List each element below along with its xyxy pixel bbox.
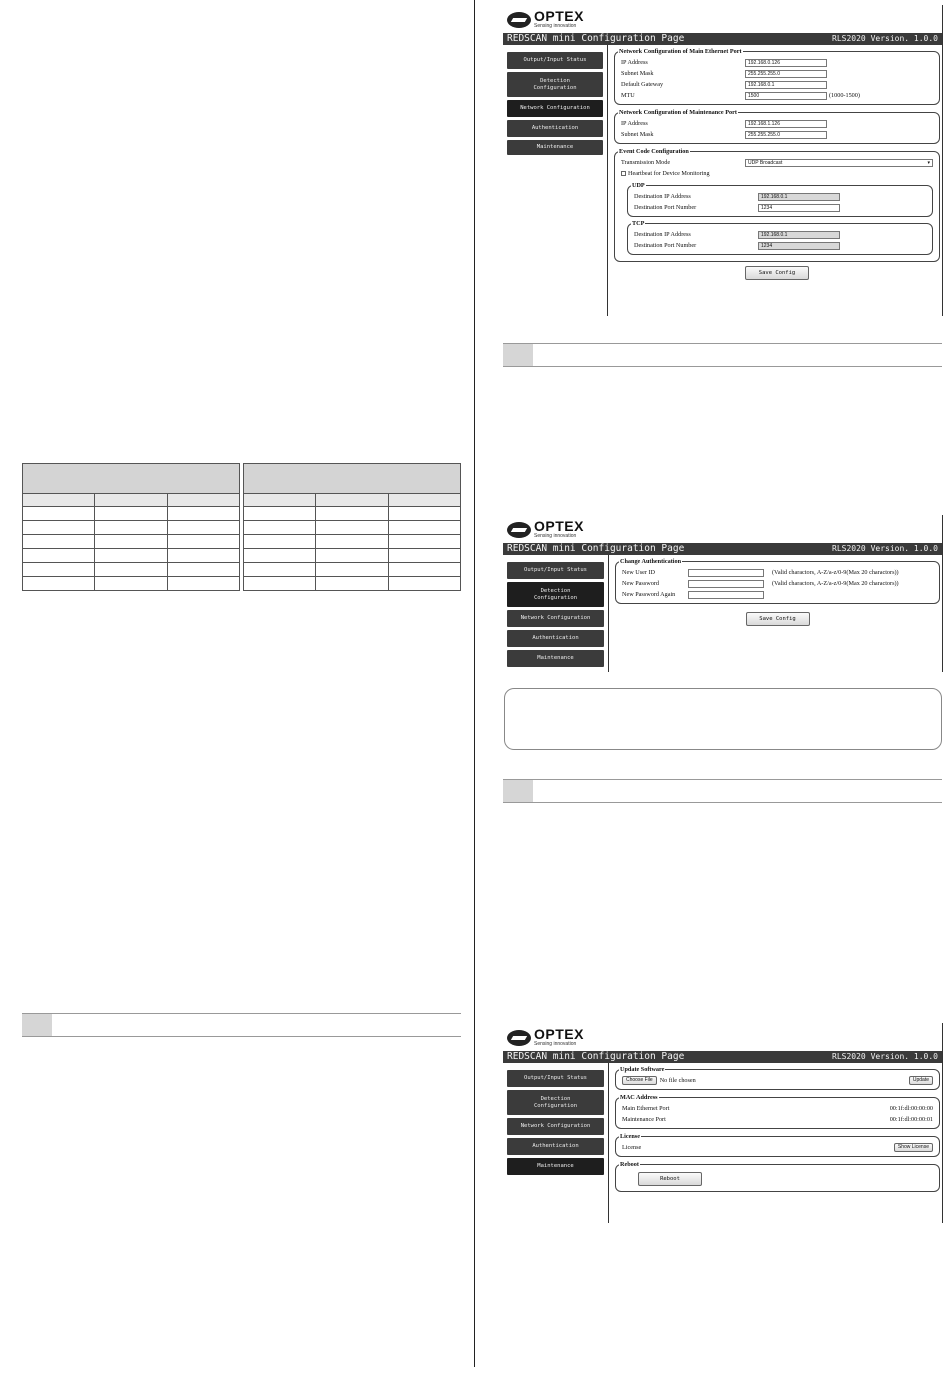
optex-logo-icon — [507, 1030, 531, 1046]
table-row — [244, 563, 461, 577]
maint-mac-value: 00:1f:dl:00:00:01 — [889, 1116, 933, 1123]
main-mask-input[interactable]: 255.255.255.0 — [745, 70, 827, 78]
nav-maintenance[interactable]: Maintenance — [507, 140, 603, 155]
optex-logo: OPTEX Sensing innovation — [507, 520, 584, 539]
update-software-group: Update Software Choose File No file chosen Update — [615, 1066, 940, 1090]
table-row — [244, 549, 461, 563]
title-bar: REDSCAN mini Configuration Page RLS2020 Version. 1.0.0 — [503, 543, 942, 555]
show-license-button[interactable]: Show License — [894, 1143, 933, 1152]
optex-logo: OPTEX Sensing innovation — [507, 1028, 584, 1047]
authentication-screenshot — [503, 515, 943, 672]
nav-authentication[interactable]: Authentication — [507, 1138, 604, 1155]
left-table — [22, 463, 240, 591]
maint-ip-input[interactable]: 192.168.1.126 — [745, 120, 827, 128]
main-ip-input[interactable]: 192.168.0.126 — [745, 59, 827, 67]
nav-detection-configuration[interactable]: Detection Configuration — [507, 1090, 604, 1115]
table-row — [23, 507, 240, 521]
table-row — [244, 507, 461, 521]
table-header — [244, 464, 461, 494]
table-row — [23, 535, 240, 549]
maintenance-port-group: Network Configuration of Maintenance Port IP Address 192.168.1.126 Subnet Mask 255.255.255.0 — [614, 109, 940, 144]
section-header-bar — [503, 779, 942, 803]
title-bar: REDSCAN mini Configuration Page RLS2020 Version. 1.0.0 — [503, 33, 942, 45]
nav-maintenance[interactable]: Maintenance — [507, 650, 604, 667]
network-config-screenshot — [503, 5, 943, 316]
optex-logo-icon — [507, 12, 531, 28]
table-row — [23, 563, 240, 577]
nav-output-input-status[interactable]: Output/Input Status — [507, 1070, 604, 1087]
nav-detection-configuration[interactable]: Detection Configuration — [507, 582, 604, 607]
side-nav — [503, 1063, 609, 1223]
table-row — [23, 549, 240, 563]
udp-group: UDP Destination IP Address 192.168.0.1 Destination Port Number 1234 — [627, 182, 933, 217]
udp-ip-input[interactable]: 192.168.0.1 — [758, 193, 840, 201]
new-user-id-input[interactable] — [688, 569, 764, 577]
section-header-bar — [22, 1013, 461, 1037]
main-port-group: Network Configuration of Main Ethernet Port IP Address 192.168.0.126 Subnet Mask 255.255.255.0 Default Gateway 192.168.0.1 MTU 1500 (1000-1500) — [614, 48, 940, 105]
heartbeat-checkbox[interactable] — [621, 171, 626, 176]
nav-authentication[interactable]: Authentication — [507, 120, 603, 137]
nav-output-input-status[interactable]: Output/Input Status — [507, 562, 604, 579]
optex-logo: OPTEX Sensing innovation — [507, 10, 584, 29]
event-code-group: Event Code Configuration Transmission Mode UDP Broadcast ▾ Heartbeat for Device Monitoring UDP Destination IP Address 192.168.0.1 Destination Port Number 1234 TCP Destination IP Address 192.168.0.1 Destination Port Number 1234 — [614, 148, 940, 262]
main-gateway-input[interactable]: 192.168.0.1 — [745, 81, 827, 89]
udp-port-input[interactable]: 1234 — [758, 204, 840, 212]
change-authentication-group: Change Authentication New User ID (Valid charactors, A-Z/a-z/0-9(Max 20 charactors)) New Password (Valid charactors, A-Z/a-z/0-9(Max 20 charactors)) New Password Again — [615, 558, 940, 604]
table-header — [23, 464, 240, 494]
maint-mask-input[interactable]: 255.255.255.0 — [745, 131, 827, 139]
table-row — [23, 577, 240, 591]
table-row — [244, 577, 461, 591]
reboot-button[interactable]: Reboot — [638, 1172, 702, 1186]
new-password-input[interactable] — [688, 580, 764, 588]
nav-network-configuration[interactable]: Network Configuration — [507, 100, 603, 117]
optex-logo-icon — [507, 522, 531, 538]
tcp-port-input[interactable]: 1234 — [758, 242, 840, 250]
nav-network-configuration[interactable]: Network Configuration — [507, 610, 604, 627]
update-button[interactable]: Update — [909, 1076, 933, 1085]
nav-network-configuration[interactable]: Network Configuration — [507, 1118, 604, 1135]
new-password-again-input[interactable] — [688, 591, 764, 599]
maintenance-screenshot — [503, 1023, 943, 1223]
mac-address-group: MAC Address Main Ethernet Port 00:1f:dl:00:00:00 Maintenance Port 00:1f:dl:00:00:01 — [615, 1094, 940, 1129]
nav-detection-configuration[interactable]: Detection Configuration — [507, 72, 603, 97]
table-row — [23, 521, 240, 535]
main-mac-value: 00:1f:dl:00:00:00 — [889, 1105, 933, 1112]
license-group: License License Show License — [615, 1133, 940, 1157]
save-config-button[interactable]: Save Config — [746, 612, 810, 626]
table-row — [244, 521, 461, 535]
nav-output-input-status[interactable]: Output/Input Status — [507, 52, 603, 69]
nav-authentication[interactable]: Authentication — [507, 630, 604, 647]
table-row — [244, 535, 461, 549]
tcp-ip-input[interactable]: 192.168.0.1 — [758, 231, 840, 239]
nav-maintenance[interactable]: Maintenance — [507, 1158, 604, 1175]
transmission-mode-select[interactable]: UDP Broadcast ▾ — [745, 159, 933, 167]
right-table — [243, 463, 461, 591]
save-config-button[interactable]: Save Config — [745, 266, 809, 280]
chevron-down-icon: ▾ — [927, 159, 930, 166]
choose-file-button[interactable]: Choose File — [622, 1076, 657, 1085]
title-bar: REDSCAN mini Configuration Page RLS2020 Version. 1.0.0 — [503, 1051, 942, 1063]
side-nav — [503, 555, 609, 672]
side-nav — [503, 45, 608, 316]
column-divider — [474, 0, 475, 1367]
reboot-group: Reboot Reboot — [615, 1161, 940, 1192]
tcp-group: TCP Destination IP Address 192.168.0.1 Destination Port Number 1234 — [627, 220, 933, 255]
note-box — [504, 688, 942, 750]
section-header-bar — [503, 343, 942, 367]
mtu-input[interactable]: 1500 — [745, 92, 827, 100]
